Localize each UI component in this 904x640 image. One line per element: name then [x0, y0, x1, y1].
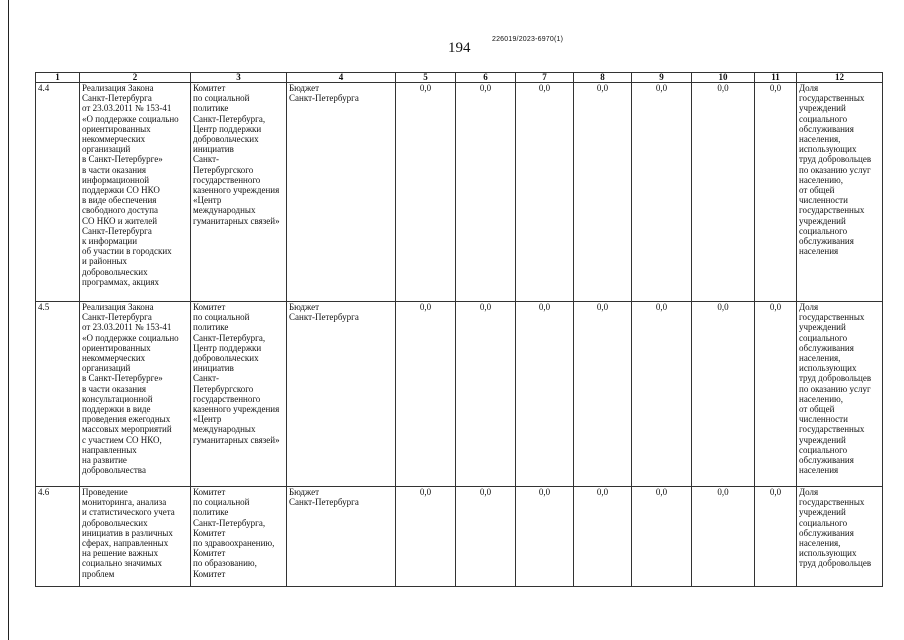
value-cell: 0,0	[755, 487, 797, 587]
row-number: 4.4	[36, 83, 80, 302]
value-cell: 0,0	[692, 487, 755, 587]
value-cell: 0,0	[755, 83, 797, 302]
value-cell: 0,0	[516, 302, 574, 487]
page-number: 194	[448, 40, 471, 56]
value-cell: 0,0	[516, 487, 574, 587]
value-cell: 0,0	[396, 83, 456, 302]
value-cell: 0,0	[632, 302, 692, 487]
column-header: 12	[797, 73, 883, 83]
column-header: 10	[692, 73, 755, 83]
table-row	[36, 487, 883, 587]
table-header-row	[36, 73, 883, 83]
column-header: 9	[632, 73, 692, 83]
table-row	[36, 83, 883, 302]
funding-source: Бюджет Санкт-Петербурга	[287, 487, 396, 587]
table-row	[36, 302, 883, 487]
executor: Комитет по социальной политике Санкт-Петербурга, Центр поддержки добровольческих инициатив Санкт- Петербургского государственного казенного учреждения «Центр международных гуманитарных связей»	[191, 83, 287, 302]
indicator: Доля государственных учреждений социального обслуживания населения, использующих труд добровольцев	[797, 487, 883, 587]
row-number: 4.5	[36, 302, 80, 487]
value-cell: 0,0	[516, 83, 574, 302]
value-cell: 0,0	[456, 302, 516, 487]
program-measures-table	[35, 72, 883, 587]
column-header: 7	[516, 73, 574, 83]
column-header: 5	[396, 73, 456, 83]
column-header: 6	[456, 73, 516, 83]
measure-name: Проведение мониторинга, анализа и статистического учета добровольческих инициатив в различных сферах, направленных на решение важных социально значимых проблем	[80, 487, 191, 587]
value-cell: 0,0	[632, 83, 692, 302]
value-cell: 0,0	[574, 487, 632, 587]
indicator: Доля государственных учреждений социального обслуживания населения, использующих труд добровольцев по оказанию услуг населению, от общей численности государственных учреждений социального обслуживания населения	[797, 83, 883, 302]
row-number: 4.6	[36, 487, 80, 587]
value-cell: 0,0	[456, 487, 516, 587]
value-cell: 0,0	[396, 302, 456, 487]
value-cell: 0,0	[692, 302, 755, 487]
executor: Комитет по социальной политике Санкт-Петербурга, Комитет по здравоохранению, Комитет по образованию, Комитет	[191, 487, 287, 587]
executor: Комитет по социальной политике Санкт-Петербурга, Центр поддержки добровольческих инициатив Санкт- Петербургского государственного казенного учреждения «Центр международных гуманитарных связей»	[191, 302, 287, 487]
column-header: 1	[36, 73, 80, 83]
column-header: 8	[574, 73, 632, 83]
value-cell: 0,0	[755, 302, 797, 487]
value-cell: 0,0	[632, 487, 692, 587]
value-cell: 0,0	[574, 302, 632, 487]
indicator: Доля государственных учреждений социального обслуживания населения, использующих труд добровольцев по оказанию услуг населению, от общей численности государственных учреждений социального обслуживания населения	[797, 302, 883, 487]
value-cell: 0,0	[456, 83, 516, 302]
page-binding-line	[8, 0, 9, 640]
value-cell: 0,0	[692, 83, 755, 302]
funding-source: Бюджет Санкт-Петербурга	[287, 302, 396, 487]
measure-name: Реализация Закона Санкт-Петербурга от 23.03.2011 № 153-41 «О поддержке социально ориентированных некоммерческих организаций в Санкт-Петербурге» в части оказания информационной поддержки СО НКО в виде обеспечения свободного доступа СО НКО и жителей Санкт-Петербурга к информации об участии в городских и районных добровольческих программах, акциях	[80, 83, 191, 302]
value-cell: 0,0	[574, 83, 632, 302]
column-header: 11	[755, 73, 797, 83]
value-cell: 0,0	[396, 487, 456, 587]
column-header: 2	[80, 73, 191, 83]
funding-source: Бюджет Санкт-Петербурга	[287, 83, 396, 302]
registration-number: 226019/2023-6970(1)	[492, 36, 564, 43]
measure-name: Реализация Закона Санкт-Петербурга от 23.03.2011 № 153-41 «О поддержке социально ориентированных некоммерческих организаций в Санкт-Петербурге» в части оказания консультационной поддержки в виде проведения ежегодных массовых мероприятий с участием СО НКО, направленных на развитие добровольчества	[80, 302, 191, 487]
column-header: 3	[191, 73, 287, 83]
column-header: 4	[287, 73, 396, 83]
